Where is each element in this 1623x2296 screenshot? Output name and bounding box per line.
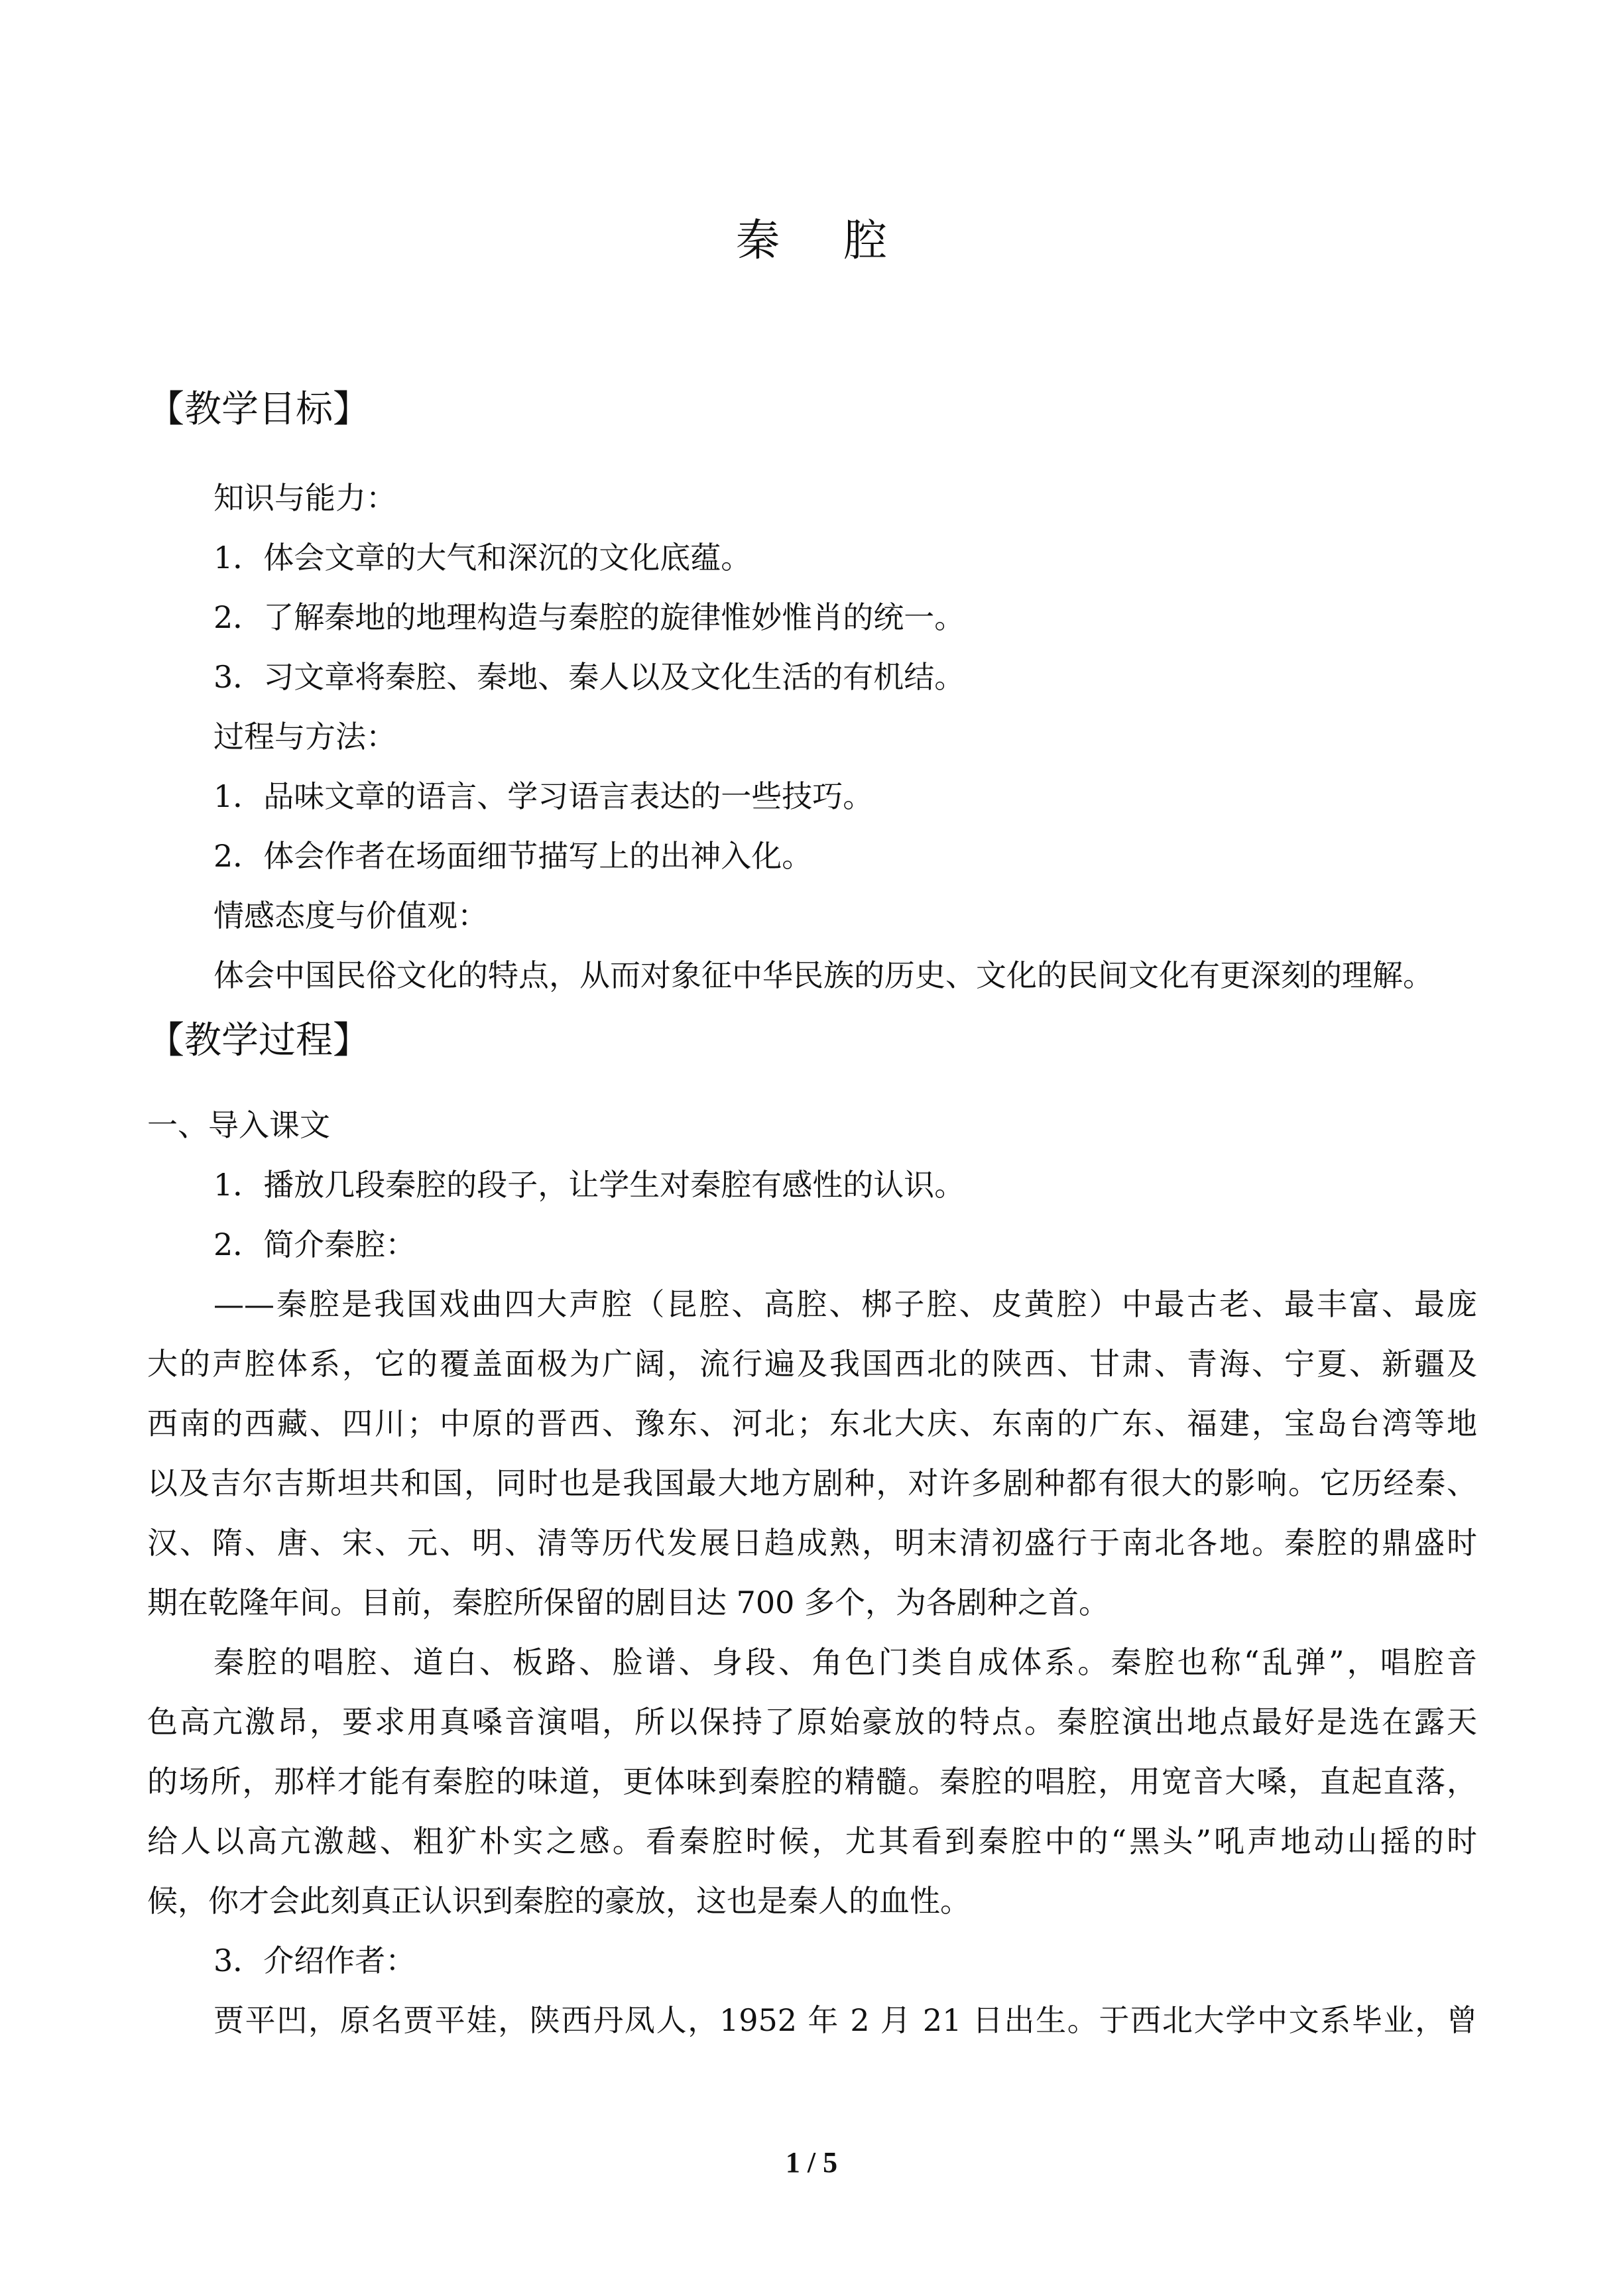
part1-heading: 一、导入课文 — [147, 1107, 330, 1143]
emotion-text: 体会中国民俗文化的特点，从而对象征中华民族的历史、文化的民间文化有更深刻的理解。 — [213, 957, 1433, 993]
title-char-2: 腔 — [843, 215, 887, 266]
style-paragraph-line: 候，你才会此刻真正认识到秦腔的豪放，这也是秦人的血性。 — [147, 1883, 971, 1919]
method-item-2: 2．体会作者在场面细节描写上的出神入化。 — [213, 838, 813, 874]
section-heading-process: 【教学过程】 — [147, 1019, 370, 1062]
knowledge-item-1: 1．体会文章的大气和深沉的文化底蕴。 — [213, 540, 752, 575]
page-number: 1 / 5 — [785, 2146, 838, 2179]
style-paragraph-line: 秦腔的唱腔、道白、板路、脸谱、身段、角色门类自成体系。秦腔也称“乱弹”，唱腔音 — [213, 1644, 1477, 1680]
method-label: 过程与方法： — [213, 719, 396, 755]
process-item-2: 2．简介秦腔： — [213, 1227, 416, 1262]
intro-paragraph-line: 西南的西藏、四川；中原的晋西、豫东、河北；东北大庆、东南的广东、福建，宝岛台湾等地 — [147, 1406, 1477, 1441]
section-heading-objectives: 【教学目标】 — [147, 388, 370, 431]
knowledge-label: 知识与能力： — [213, 480, 396, 516]
knowledge-item-2: 2．了解秦地的地理构造与秦腔的旋律惟妙惟肖的统一。 — [213, 599, 965, 635]
knowledge-item-3: 3．习文章将秦腔、秦地、秦人以及文化生活的有机结。 — [213, 659, 965, 695]
intro-paragraph-line: 以及吉尔吉斯坦共和国，同时也是我国最大地方剧种，对许多剧种都有很大的影响。它历经秦、 — [147, 1465, 1477, 1501]
page-title — [0, 211, 1623, 271]
intro-paragraph-line: 期在乾隆年间。目前，秦腔所保留的剧目达 700 多个，为各剧种之首。 — [147, 1585, 1110, 1620]
title-char-1: 秦 — [736, 215, 780, 266]
intro-paragraph-line: ——秦腔是我国戏曲四大声腔（昆腔、高腔、梆子腔、皮黄腔）中最古老、最丰富、最庞 — [213, 1286, 1477, 1322]
emotion-label: 情感态度与价值观： — [213, 898, 488, 934]
process-item-1: 1．播放几段秦腔的段子，让学生对秦腔有感性的认识。 — [213, 1167, 965, 1203]
style-paragraph-line: 的场所，那样才能有秦腔的味道，更体味到秦腔的精髓。秦腔的唱腔，用宽音大嗓，直起直落， — [147, 1764, 1477, 1799]
style-paragraph-line: 给人以高亢激越、粗犷朴实之感。看秦腔时候，尤其看到秦腔中的“黑头”吼声地动山摇的时 — [147, 1823, 1477, 1859]
intro-paragraph-line: 汉、隋、唐、宋、元、明、清等历代发展日趋成熟，明末清初盛行于南北各地。秦腔的鼎盛时 — [147, 1525, 1477, 1561]
style-paragraph-line: 色高亢激昂，要求用真嗓音演唱，所以保持了原始豪放的特点。秦腔演出地点最好是选在露天 — [147, 1704, 1477, 1740]
method-item-1: 1．品味文章的语言、学习语言表达的一些技巧。 — [213, 778, 874, 814]
intro-paragraph-line: 大的声腔体系，它的覆盖面极为广阔，流行遍及我国西北的陕西、甘肃、青海、宁夏、新疆及 — [147, 1346, 1477, 1382]
author-paragraph-line: 贾平凹，原名贾平娃，陕西丹凤人，1952 年 2 月 21 日出生。于西北大学中文系毕业，曾 — [213, 2002, 1477, 2038]
process-item-3: 3．介绍作者： — [213, 1943, 416, 1978]
